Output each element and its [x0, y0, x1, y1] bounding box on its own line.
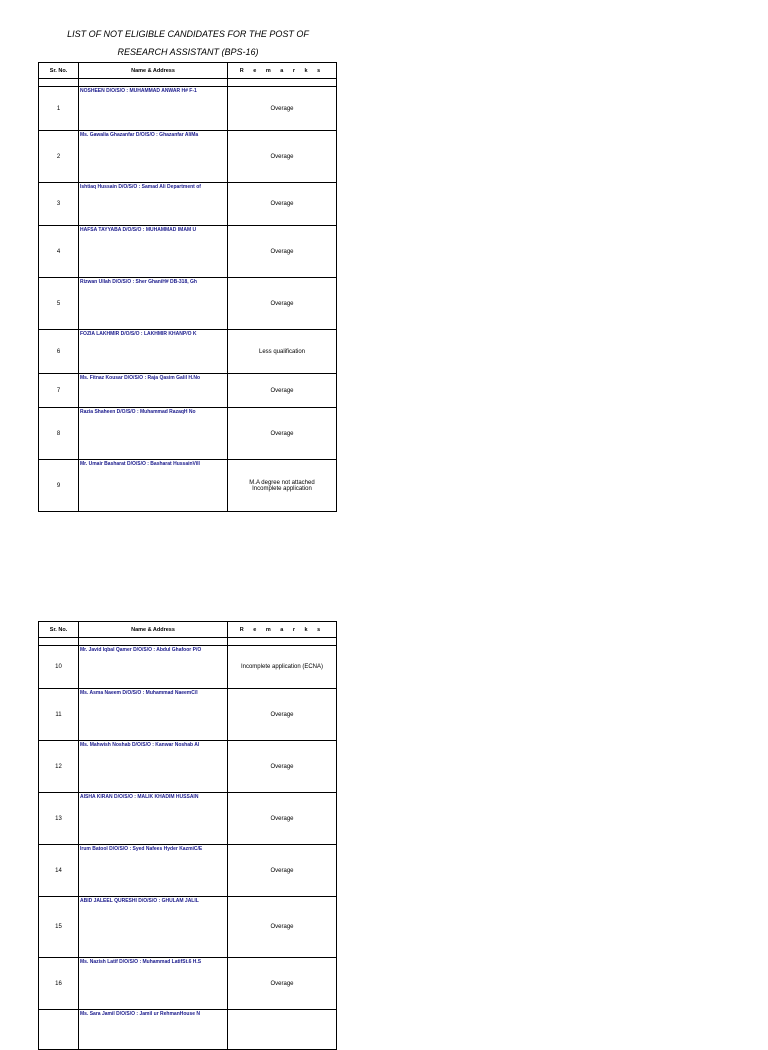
spacer-row [39, 79, 337, 87]
table-header [39, 63, 337, 79]
candidate-name: Ms. Asma Naeem D/O/S/O : Muhammad NaeemC/I [79, 689, 228, 741]
title-line-1: LIST OF NOT ELIGIBLE CANDIDATES FOR THE POST OF [67, 29, 309, 39]
header-name-address: Name & Address [79, 63, 228, 79]
sr-no: 2 [39, 131, 79, 183]
remark: Overage [228, 958, 337, 1010]
sr-no: 11 [39, 689, 79, 741]
sr-no: 9 [39, 460, 79, 512]
candidate-name: Ms. Nazish Latif D/O/S/O : Muhammad LatifSt.6 H.S [79, 958, 228, 1010]
candidate-name: Ms. Mahwish Noshab D/O/S/O : Kanwar Noshab Al [79, 741, 228, 793]
candidate-name: Ms. Fitnaz Kousar D/O/S/O : Raja Qasim Galil H.No [79, 374, 228, 408]
candidate-name: Ishtiaq Hussain D/O/S/O : Samad Ali Department of [79, 183, 228, 226]
sr-no: 7 [39, 374, 79, 408]
sr-no: 13 [39, 793, 79, 845]
candidate-name: HAFSA TAYYABA D/O/S/O : MUHAMMAD IMAM U [79, 226, 228, 278]
candidate-name: Rizwan Ullah D/O/S/O : Sher GhaniH# DB-318, Gh [79, 278, 228, 330]
remark: M.A degree not attached Incomplete application [228, 460, 337, 512]
table-row [39, 226, 337, 278]
sr-no [39, 1010, 79, 1050]
remark: Overage [228, 131, 337, 183]
header-remarks: R e m a r k s [228, 622, 337, 638]
remark [228, 1010, 337, 1050]
remark: Overage [228, 226, 337, 278]
remark: Overage [228, 408, 337, 460]
table-row [39, 897, 337, 958]
sr-no: 12 [39, 741, 79, 793]
remark: Overage [228, 183, 337, 226]
table-row [39, 330, 337, 374]
candidate-name: Mr. Javid Iqbal Qamer D/O/S/O : Abdul Ghafoor P/O [79, 646, 228, 689]
remark: Overage [228, 845, 337, 897]
candidate-name: AISHA KIRAN D/O/S/O : MALIK KHADIM HUSSAIN [79, 793, 228, 845]
sr-no: 1 [39, 87, 79, 131]
candidate-name: ABID JALEEL QURESHI D/O/S/O : GHULAM JALIL [79, 897, 228, 958]
sr-no: 15 [39, 897, 79, 958]
candidate-name: Ms. Gawalia Ghazanfar D/O/S/O : Ghazanfar AliMa [79, 131, 228, 183]
candidate-name: Razia Shaheen D/O/S/O : Muhammad RazaqH No [79, 408, 228, 460]
table-row [39, 646, 337, 689]
remark: Overage [228, 741, 337, 793]
table-row [39, 689, 337, 741]
sr-no: 14 [39, 845, 79, 897]
remark: Overage [228, 278, 337, 330]
remark: Overage [228, 897, 337, 958]
table-row [39, 374, 337, 408]
remark: Less qualification [228, 330, 337, 374]
candidate-name: Ms. Sara Jamil D/O/S/O : Jamil ur RehmanHouse N [79, 1010, 228, 1050]
candidate-name: Irum Batool D/O/S/O : Syed Nafees Hyder KazmiC/E [79, 845, 228, 897]
table-row [39, 183, 337, 226]
spacer-row [39, 638, 337, 646]
sr-no: 8 [39, 408, 79, 460]
table-row [39, 87, 337, 131]
sr-no: 5 [39, 278, 79, 330]
header-sr-no: Sr. No. [39, 63, 79, 79]
sr-no: 6 [39, 330, 79, 374]
table-row [39, 793, 337, 845]
table-row [39, 1010, 337, 1050]
header-sr-no: Sr. No. [39, 622, 79, 638]
sr-no: 10 [39, 646, 79, 689]
table-row [39, 958, 337, 1010]
remark: Overage [228, 374, 337, 408]
header-name-address: Name & Address [79, 622, 228, 638]
candidate-name: NOSHEEN D/O/S/O : MUHAMMAD ANWAR H# F-1 [79, 87, 228, 131]
sr-no: 4 [39, 226, 79, 278]
table-row [39, 460, 337, 512]
remark: Overage [228, 87, 337, 131]
sr-no: 16 [39, 958, 79, 1010]
table-row [39, 845, 337, 897]
table-row [39, 408, 337, 460]
table-header [39, 622, 337, 638]
table-row [39, 741, 337, 793]
candidates-table-1 [38, 62, 337, 512]
candidates-table-2 [38, 621, 337, 1050]
sr-no: 3 [39, 183, 79, 226]
title-line-2: RESEARCH ASSISTANT (BPS-16) [117, 47, 259, 57]
candidate-name: Mr. Umair Basharat D/O/S/O : Basharat HussainVill [79, 460, 228, 512]
remark: Overage [228, 793, 337, 845]
header-remarks: R e m a r k s [228, 63, 337, 79]
table-row [39, 278, 337, 330]
candidate-name: FOZIA LAKHMIR D/O/S/O : LAKHMIR KHANP/O K [79, 330, 228, 374]
table-row [39, 131, 337, 183]
remark: Incomplete application (ECNA) [228, 646, 337, 689]
remark: Overage [228, 689, 337, 741]
